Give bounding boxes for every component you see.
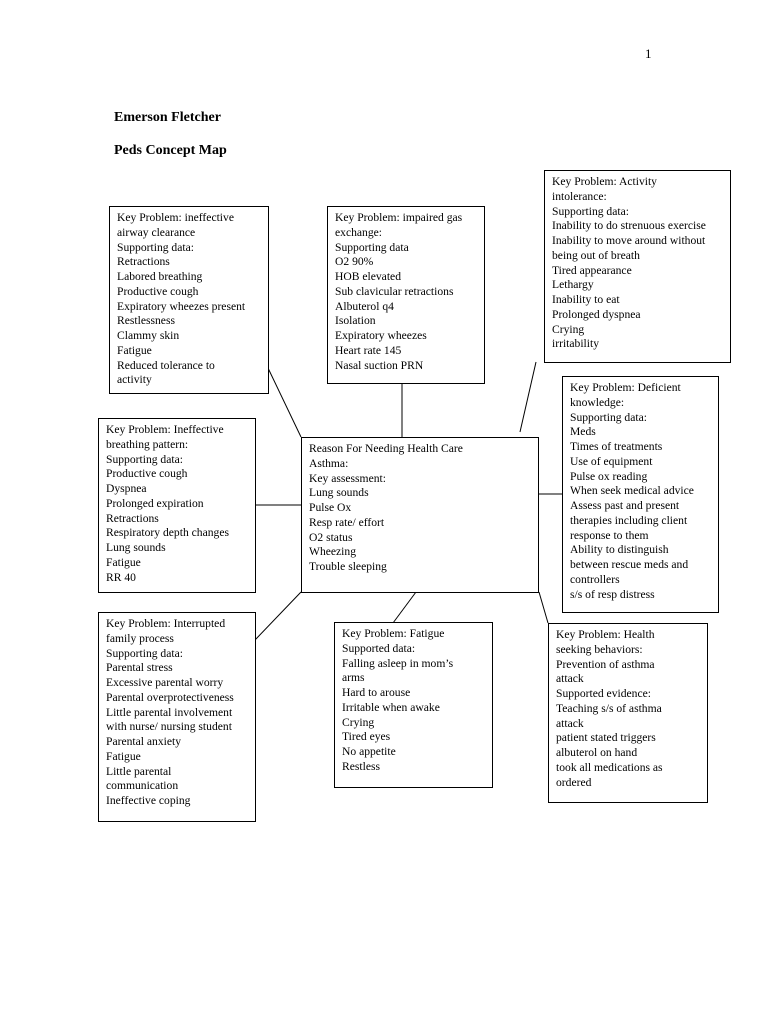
box-line: Prolonged dyspnea — [552, 307, 641, 321]
box-line: Supporting data: — [552, 204, 629, 218]
box-line: intolerance: — [552, 189, 607, 203]
box-line: Little parental — [106, 764, 172, 778]
box-line: Inability to move around without — [552, 234, 706, 247]
box-line: Fatigue — [117, 343, 152, 357]
box-line: airway clearance — [117, 225, 196, 239]
box-line: Reduced tolerance to — [117, 358, 215, 372]
box-line: Prevention of asthma — [556, 657, 655, 671]
box-line: exchange: — [335, 225, 382, 239]
box-line: Supported data: — [342, 641, 416, 655]
box-line: Key Problem: Deficient — [570, 381, 681, 394]
box-line: Expiratory wheezes present — [117, 299, 246, 313]
box-interrupted-family-process — [98, 612, 256, 822]
box-line: Key Problem: Activity — [552, 175, 657, 188]
box-line: Supporting data — [335, 240, 409, 254]
box-line: Labored breathing — [117, 270, 203, 283]
box-line: Lethargy — [552, 278, 594, 292]
box-line: Clammy skin — [117, 329, 180, 342]
box-line: Key Problem: Interrupted — [106, 617, 226, 630]
box-line: Wheezing — [309, 545, 356, 559]
box-health-seeking-behaviors — [548, 623, 708, 803]
box-line: family process — [106, 631, 174, 645]
box-line: Restlessness — [117, 314, 175, 328]
box-ineffective-airway-clearance — [109, 206, 269, 394]
box-line: Restless — [342, 759, 381, 773]
box-line: controllers — [570, 572, 620, 586]
connector-family — [255, 592, 301, 640]
box-line: Parental overprotectiveness — [106, 690, 234, 704]
box-line: Lung sounds — [106, 541, 166, 554]
box-line: Meds — [570, 425, 596, 439]
box-line: attack — [556, 672, 584, 686]
box-line: When seek medical advice — [570, 484, 694, 498]
box-line: Irritable when awake — [342, 700, 440, 714]
box-line: Pulse Ox — [309, 501, 352, 514]
box-impaired-gas-exchange — [327, 206, 485, 384]
box-line: knowledge: — [570, 395, 625, 409]
box-line: Key assessment: — [309, 471, 386, 485]
box-line: Key Problem: ineffective — [117, 211, 234, 224]
box-line: Prolonged expiration — [106, 496, 204, 510]
box-line: Productive cough — [117, 284, 199, 298]
box-line: Crying — [342, 715, 375, 729]
box-line: Excessive parental worry — [106, 676, 224, 689]
box-line: response to them — [570, 528, 649, 542]
box-line: ordered — [556, 775, 592, 789]
box-line: Crying — [552, 322, 585, 336]
box-line: patient stated triggers — [556, 731, 656, 745]
box-line: s/s of resp distress — [570, 587, 655, 601]
box-line: Falling asleep in mom’s — [342, 656, 454, 670]
box-line: Sub clavicular retractions — [335, 284, 454, 298]
box-line: Productive cough — [106, 467, 188, 481]
box-line: Hard to arouse — [342, 686, 411, 699]
box-line: Supporting data: — [117, 240, 194, 254]
box-line: Key Problem: Ineffective — [106, 423, 224, 436]
box-line: Fatigue — [106, 749, 141, 763]
box-line: Expiratory wheezes — [335, 329, 427, 342]
box-line: Lung sounds — [309, 486, 369, 500]
box-line: Inability to eat — [552, 293, 620, 306]
page-title: Peds Concept Map — [114, 143, 227, 158]
box-line: Trouble sleeping — [309, 560, 387, 573]
box-line: Supporting data: — [106, 452, 183, 466]
page-number: 1 — [645, 46, 652, 61]
box-line: activity — [117, 373, 152, 387]
box-line: Supporting data: — [106, 646, 183, 660]
box-line: Supporting data: — [570, 410, 647, 424]
box-fatigue — [334, 622, 493, 788]
box-line: Retractions — [117, 255, 170, 269]
box-line: Tired appearance — [552, 263, 632, 277]
box-line: Assess past and present — [570, 499, 680, 512]
box-line: Reason For Needing Health Care — [309, 442, 463, 455]
box-deficient-knowledge — [562, 376, 719, 613]
box-line: Dyspnea — [106, 482, 147, 495]
box-line: Key Problem: Fatigue — [342, 627, 445, 640]
box-ineffective-breathing-pattern — [98, 418, 256, 593]
box-line: Isolation — [335, 314, 376, 328]
box-line: Pulse ox reading — [570, 469, 648, 483]
box-line: Fatigue — [106, 555, 141, 569]
box-line: Use of equipment — [570, 454, 653, 468]
box-line: Supported evidence: — [556, 687, 651, 700]
box-line: Ineffective coping — [106, 794, 191, 807]
box-line: Respiratory depth changes — [106, 526, 229, 540]
box-line: O2 90% — [335, 255, 374, 269]
box-line: Times of treatments — [570, 440, 663, 453]
box-line: Ability to distinguish — [570, 543, 669, 557]
box-line: Retractions — [106, 511, 159, 525]
box-activity-intolerance — [544, 170, 731, 363]
box-line: attack — [556, 716, 584, 730]
box-line: Key Problem: Health — [556, 628, 655, 641]
box-line: O2 status — [309, 530, 353, 544]
box-line: therapies including client — [570, 513, 688, 527]
box-line: between rescue meds and — [570, 558, 689, 571]
box-line: Key Problem: impaired gas — [335, 211, 463, 224]
author-name: Emerson Fletcher — [114, 110, 221, 125]
box-line: Albuterol q4 — [335, 299, 394, 313]
box-line: Nasal suction PRN — [335, 358, 424, 372]
box-line: seeking behaviors: — [556, 642, 643, 656]
box-line: albuterol on hand — [556, 746, 638, 759]
box-line: Parental anxiety — [106, 735, 182, 748]
box-line: Heart rate 145 — [335, 343, 402, 357]
box-line: with nurse/ nursing student — [106, 720, 232, 734]
box-line: Asthma: — [309, 456, 349, 470]
box-line: irritability — [552, 337, 600, 351]
box-line: arms — [342, 671, 365, 685]
box-line: Resp rate/ effort — [309, 515, 385, 529]
connector-airway — [268, 368, 301, 437]
connector-fatigue — [393, 592, 416, 623]
box-line: Tired eyes — [342, 730, 391, 744]
box-reason-for-health-care — [301, 437, 539, 593]
box-line: Inability to do strenuous exercise — [552, 219, 706, 233]
box-line: Little parental involvement — [106, 705, 233, 719]
box-line: RR 40 — [106, 570, 136, 584]
box-line: Teaching s/s of asthma — [556, 701, 662, 715]
box-line: communication — [106, 779, 179, 793]
box-line: HOB elevated — [335, 270, 401, 283]
box-line: took all medications as — [556, 760, 663, 774]
box-line: No appetite — [342, 745, 396, 758]
connector-activity — [520, 362, 536, 432]
box-line: being out of breath — [552, 248, 640, 262]
connector-health — [539, 592, 548, 623]
box-line: breathing pattern: — [106, 437, 189, 451]
box-line: Parental stress — [106, 661, 173, 675]
